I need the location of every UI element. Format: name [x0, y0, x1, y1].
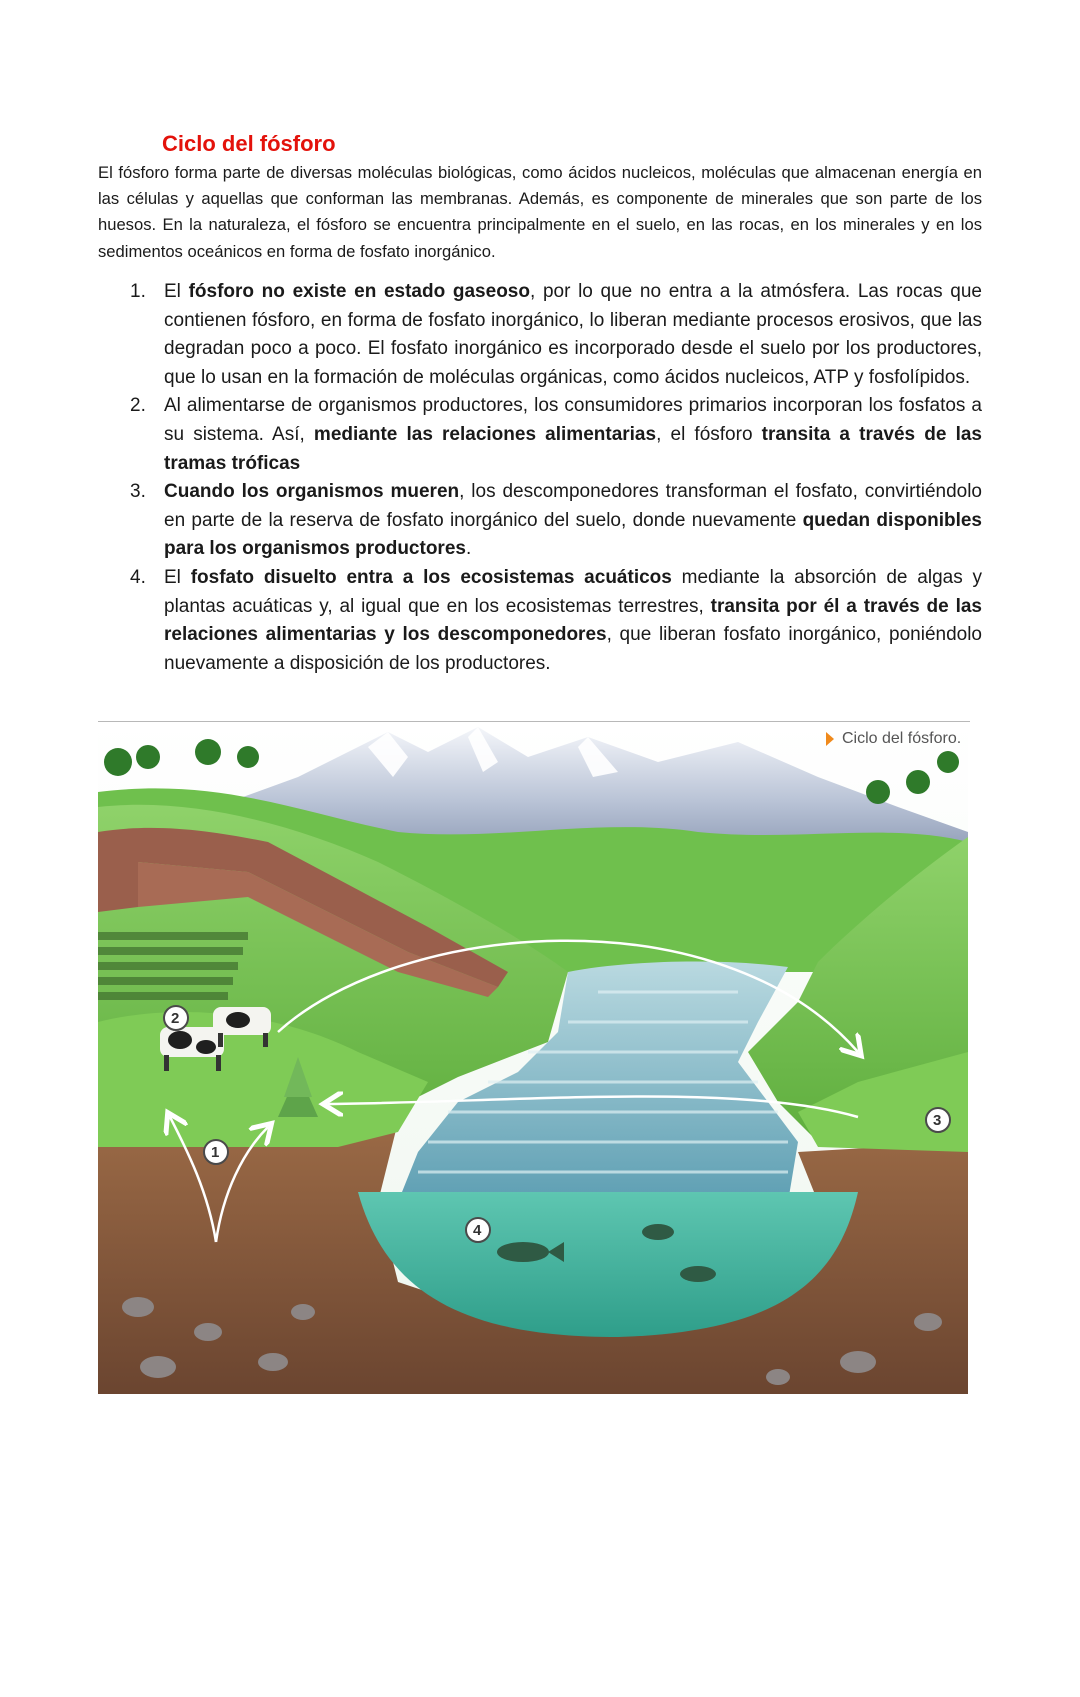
step-emphasis: transita a través de las tramas tróficas	[164, 423, 982, 474]
step-emphasis: transita por él a través de las relaciones alimentarias y los descomponedores	[164, 595, 983, 646]
step-text: El	[164, 566, 191, 588]
step-number: 3.	[130, 481, 146, 503]
step-text: , por lo que no entra a la atmósfera. Las rocas que contienen fósforo, en forma de fosfato inorgánico, lo liberan mediante procesos erosivos, que las degradan poco a poco. El fosfato inorgánico es incorporado desde el suelo por los productores, que lo usan en la formación de moléculas orgánicas, como ácidos nucleicos, ATP y fosfolípidos.	[164, 281, 982, 388]
step-text: , los descomponedores transforman el fosfato, convirtiéndolo en parte de la reserva de fosfato inorgánico del suelo, donde nuevamente	[164, 481, 982, 531]
landscape-svg	[98, 722, 968, 1394]
step-text: , el fósforo	[656, 423, 762, 445]
marker-2	[164, 1006, 188, 1030]
step-item-3	[98, 478, 982, 564]
page-title: Ciclo del fósforo	[162, 131, 336, 156]
intro-paragraph: El fósforo forma parte de diversas moléculas biológicas, como ácidos nucleicos, moléculas que almacenan energía en las células y aquellas que conforman las membranas. Además, es componente de minerales que son parte de los huesos. En la naturaleza, el fósforo se encuentra principalmente en el suelo, en las rocas, en los minerales y en los sedimentos oceánicos en forma de fosfato inorgánico.	[98, 163, 982, 261]
svg-text:2: 2	[171, 1010, 180, 1027]
step-emphasis: Cuando los organismos mueren	[164, 481, 460, 503]
step-item-1	[98, 278, 982, 392]
step-item-4	[98, 564, 982, 678]
step-number: 4.	[130, 566, 146, 588]
caption-bullet-icon	[826, 732, 834, 746]
phosphorus-cycle-illustration	[98, 722, 968, 1394]
step-emphasis: fósforo no existe en estado gaseoso	[188, 281, 530, 302]
marker-1	[204, 1140, 228, 1164]
step-text: El	[164, 281, 189, 302]
caption-text: Ciclo del fósforo.	[842, 730, 962, 747]
step-text: Al alimentarse de organismos productores, los consumidores primarios incorporan los fosfatos a su sistema. Así,	[164, 395, 982, 445]
step-text: mediante la absorción de algas y plantas acuáticas y, al igual que en los ecosistemas terrestres,	[164, 566, 982, 617]
figure-caption	[826, 730, 961, 748]
step-emphasis: quedan disponibles para los organismos productores	[164, 509, 982, 560]
marker-4	[466, 1218, 490, 1242]
svg-text:1: 1	[211, 1144, 220, 1161]
step-emphasis: mediante las relaciones alimentarias	[313, 423, 657, 445]
marker-3	[926, 1108, 950, 1132]
step-text: .	[465, 538, 472, 560]
steps-list	[98, 278, 982, 678]
svg-text:3: 3	[933, 1112, 942, 1129]
step-text: , que liberan fosfato inorgánico, poniéndolo nuevamente a disposición de los productores.	[164, 624, 982, 674]
step-number: 1.	[130, 281, 146, 302]
step-emphasis: fosfato disuelto entra a los ecosistemas acuáticos	[190, 566, 672, 588]
svg-text:4: 4	[473, 1222, 482, 1239]
step-number: 2.	[130, 395, 146, 417]
step-item-2	[98, 392, 982, 478]
